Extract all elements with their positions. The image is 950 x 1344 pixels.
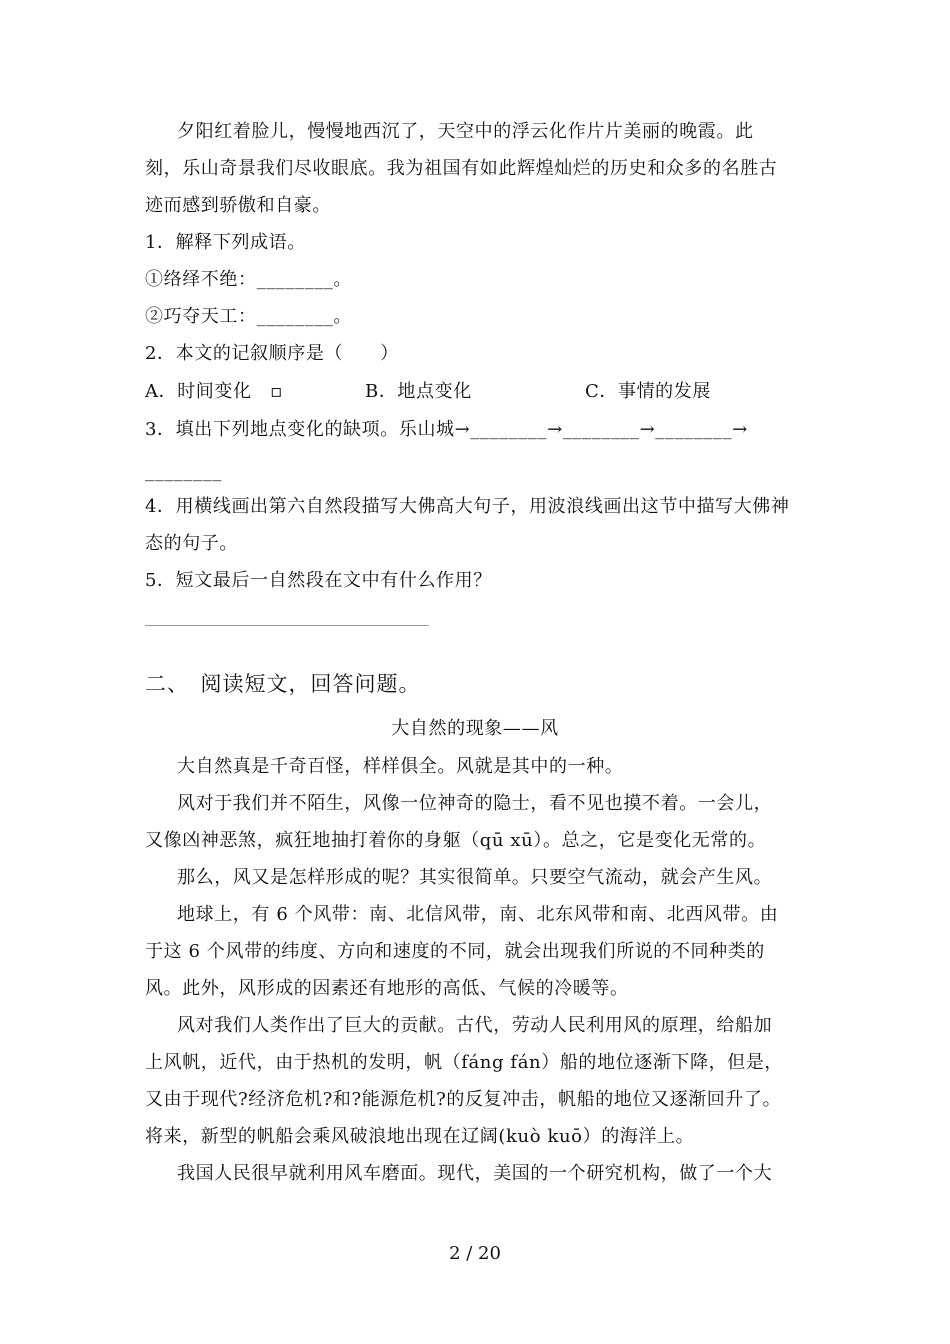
question-4-line: 4．用横线画出第六自然段描写大佛高大句子，用波浪线画出这节中描写大佛神 [145, 496, 790, 517]
question-5: 5．短文最后一自然段在文中有什么作用？ [145, 570, 492, 591]
passage2-line: 风。此外，风形成的因素还有地形的高低、气候的冷暖等。 [145, 978, 629, 999]
question-1b: ②巧夺天工：________。 [145, 306, 352, 327]
question-4-line: 态的句子。 [145, 533, 238, 554]
question-1: 1．解释下列成语。 [145, 232, 306, 253]
passage2-line: 那么，风又是怎样形成的呢？其实很简单。只要空气流动，就会产生风。 [177, 867, 773, 888]
passage2-line: 地球上，有 6 个风带：南、北信风带，南、北东风带和南、北西风带。由 [177, 904, 779, 925]
passage-title: 大自然的现象——风 [391, 718, 559, 739]
answer-line [145, 625, 429, 626]
option-a: A．时间变化 ▫ [145, 381, 283, 402]
passage2-line: 将来，新型的帆船会乘风破浪地出现在辽阔(kuò kuō）的海洋上。 [145, 1126, 695, 1147]
passage2-line: 上风帆，近代，由于热机的发明，帆（fáng fán）船的地位逐渐下降，但是， [145, 1052, 784, 1073]
passage2-line: 风对我们人类作出了巨大的贡献。古代，劳动人民利用风的原理，给船加 [177, 1015, 773, 1036]
question-3-blank: ________ [145, 461, 222, 482]
passage2-line: 又像凶神恶煞，疯狂地抽打着你的身躯（qū xū）。总之，它是变化无常的。 [145, 830, 767, 851]
passage2-line: 风对于我们并不陌生，风像一位神奇的隐士，看不见也摸不着。一会儿， [177, 793, 773, 814]
option-b: B．地点变化 [365, 381, 472, 402]
passage2-line: 大自然真是千奇百怪，样样俱全。风就是其中的一种。 [177, 756, 624, 777]
question-3: 3．填出下列地点变化的缺项。乐山城→________→________→________→ [145, 419, 748, 440]
question-1a: ①络绎不绝：________。 [145, 269, 352, 290]
passage1-line: 刻，乐山奇景我们尽收眼底。我为祖国有如此辉煌灿烂的历史和众多的名胜古 [145, 158, 778, 179]
option-c: C．事情的发展 [585, 381, 711, 402]
page-number: 2 / 20 [449, 1243, 501, 1264]
passage1-line: 迹而感到骄傲和自豪。 [145, 195, 331, 216]
passage2-line: 我国人民很早就利用风车磨面。现代，美国的一个研究机构，做了一个大 [177, 1163, 773, 1184]
question-2: 2．本文的记叙顺序是（ ） [145, 343, 399, 364]
section-heading: 二、 阅读短文，回答问题。 [145, 672, 421, 696]
passage1-line: 夕阳红着脸儿，慢慢地西沉了，天空中的浮云化作片片美丽的晚霞。此 [177, 121, 754, 142]
passage2-line: 又由于现代?经济危机?和?能源危机?的反复冲击，帆船的地位又逐渐回升了。 [145, 1089, 782, 1110]
passage2-line: 于这 6 个风带的纬度、方向和速度的不同，就会出现我们所说的不同种类的 [145, 941, 765, 962]
